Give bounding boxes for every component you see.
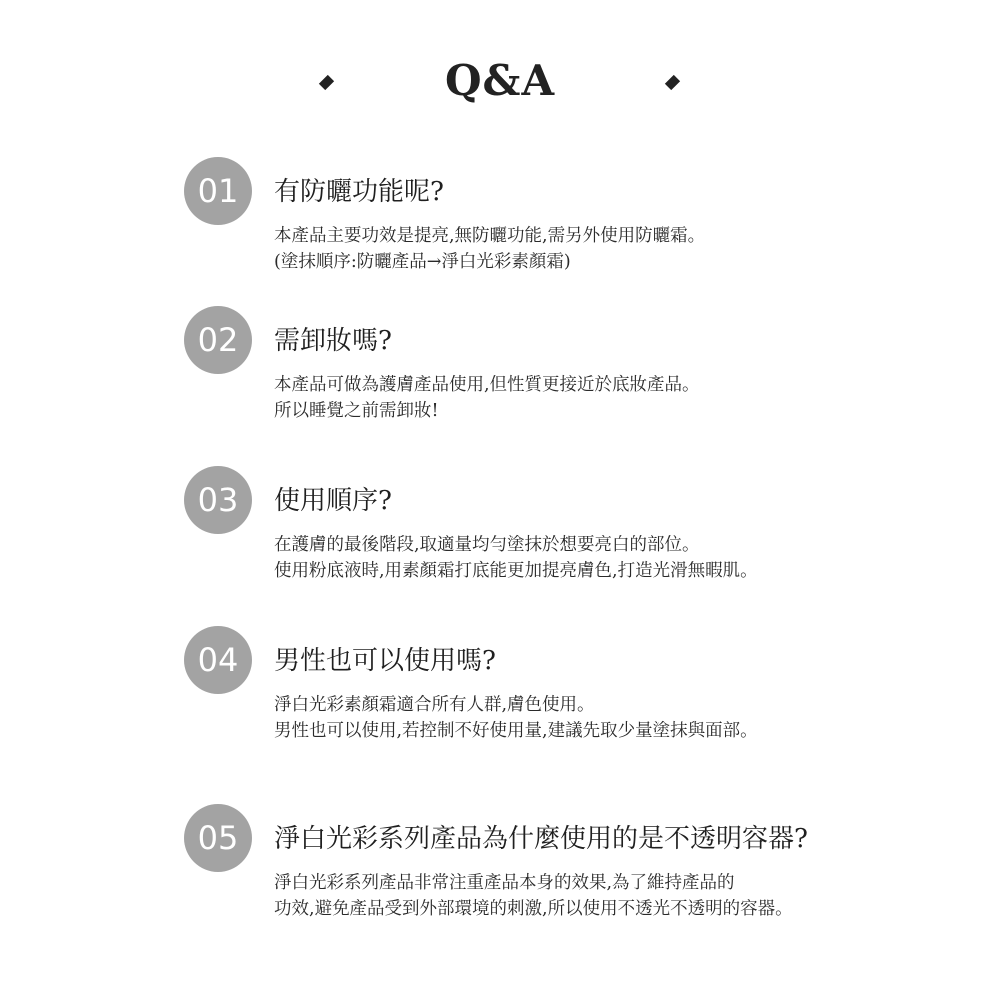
question-text: 有防曬功能呢? [274, 177, 444, 207]
question-text: 淨白光彩系列產品為什麼使用的是不透明容器? [274, 824, 808, 854]
qa-header [0, 52, 1000, 116]
answer-text [274, 870, 793, 922]
page-title: Q&A [444, 56, 556, 105]
answer-line: 使用粉底液時,用素顏霜打底能更加提亮膚色,打造光滑無暇肌。 [274, 561, 758, 581]
answer-text [274, 223, 705, 275]
answer-line: 所以睡覺之前需卸妝! [274, 401, 439, 421]
answer-text [274, 372, 700, 424]
number-badge: 04 [184, 626, 252, 694]
answer-line: 在護膚的最後階段,取適量均勻塗抹於想要亮白的部位。 [274, 535, 700, 555]
answer-line: 淨白光彩素顏霜適合所有人群,膚色使用。 [274, 695, 595, 715]
number-badge: 01 [184, 157, 252, 225]
answer-line: 男性也可以使用,若控制不好使用量,建議先取少量塗抹與面部。 [274, 721, 758, 741]
question-text: 使用順序? [274, 486, 392, 516]
question-text: 男性也可以使用嗎? [274, 646, 496, 676]
question-text: 需卸妝嗎? [274, 326, 392, 356]
answer-line: (塗抹順序:防曬產品→淨白光彩素顏霜) [274, 252, 571, 272]
number-badge: 05 [184, 804, 252, 872]
answer-line: 淨白光彩系列產品非常注重產品本身的效果,為了維持產品的 [274, 873, 735, 893]
number-badge: 02 [184, 306, 252, 374]
number-badge: 03 [184, 466, 252, 534]
answer-text [274, 692, 758, 744]
answer-line: 本產品主要功效是提亮,無防曬功能,需另外使用防曬霜。 [274, 226, 706, 246]
answer-line: 功效,避免產品受到外部環境的刺激,所以使用不透光不透明的容器。 [274, 899, 793, 919]
answer-text [274, 532, 758, 584]
answer-line: 本產品可做為護膚產品使用,但性質更接近於底妝產品。 [274, 375, 700, 395]
